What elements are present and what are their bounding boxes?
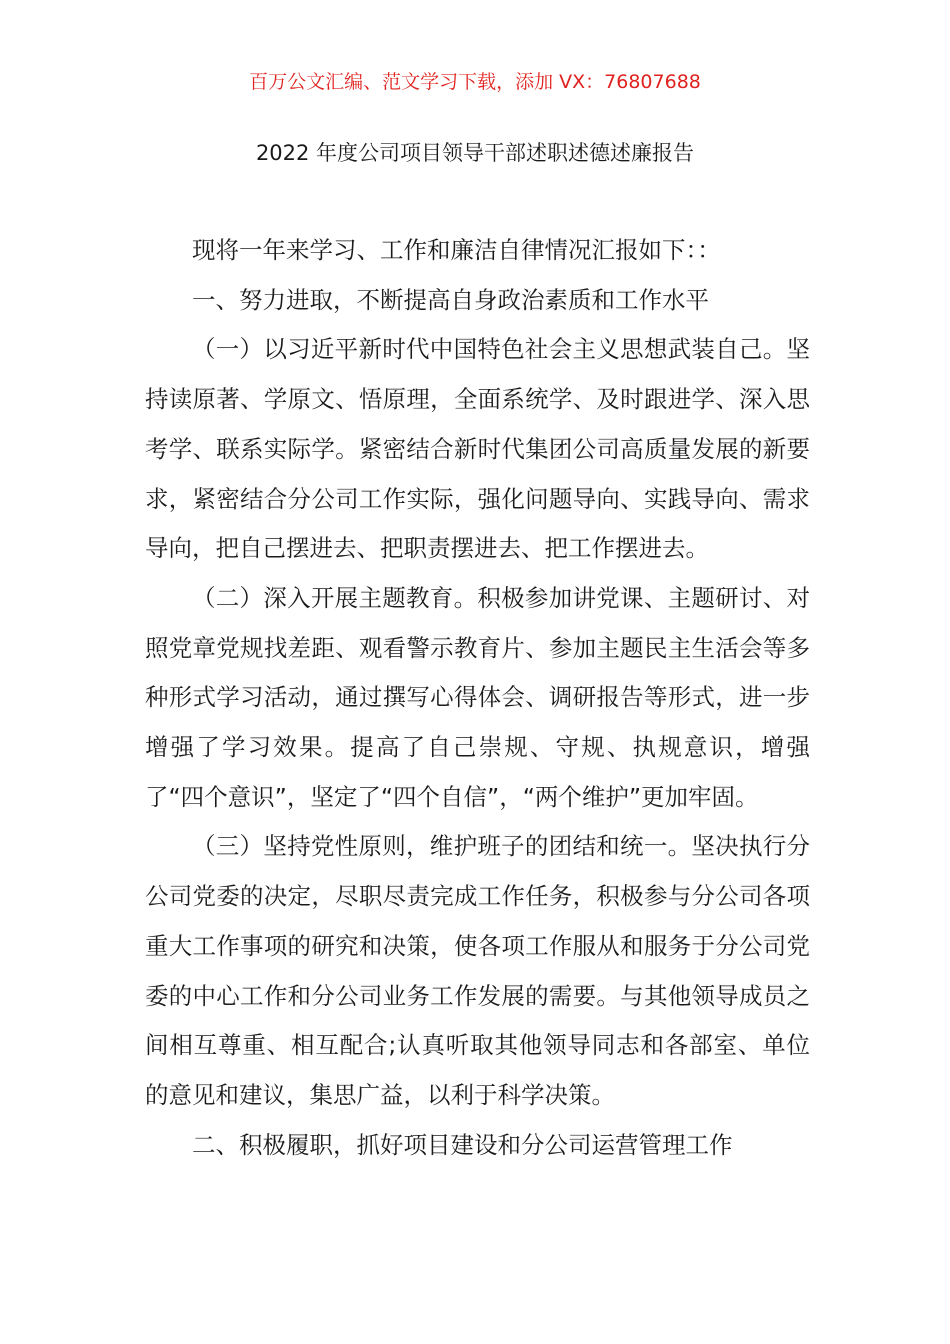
watermark-banner: 百万公文汇编、范文学习下载，添加 VX：76807688: [249, 71, 701, 93]
section-heading-1: 一、努力进取，不断提高自身政治素质和工作水平: [192, 285, 709, 314]
section-heading-2: 二、积极履职，抓好项目建设和分公司运营管理工作: [192, 1130, 733, 1159]
paragraph-1-2: （二）深入开展主题教育。积极参加讲党课、主题研讨、对照党章党规找差距、观看警示教育片、参加主题民主生活会等多种形式学习活动，通过撰写心得体会、调研报告等形式，进一步增强了学习效果。提高了自己崇规、守规、执规意识，增强了“四个意识”，坚定了“四个自信”，“两个维护”更加牢固。: [145, 583, 810, 811]
paragraph-1-1: （一）以习近平新时代中国特色社会主义思想武装自己。坚持读原著、学原文、悟原理，全面系统学、及时跟进学、深入思考学、联系实际学。紧密结合新时代集团公司高质量发展的新要求，紧密结合分公司工作实际，强化问题导向、实践导向、需求导向，把自己摆进去、把职责摆进去、把工作摆进去。: [145, 335, 810, 563]
document-title: 2022 年度公司项目领导干部述职述德述廉报告: [255, 141, 695, 165]
intro-paragraph: 现将一年来学习、工作和廉洁自律情况汇报如下：：: [192, 236, 721, 264]
document-body: [145, 226, 810, 1170]
paragraph-1-3: （三）坚持党性原则，维护班子的团结和统一。坚决执行分公司党委的决定，尽职尽责完成工作任务，积极参与分公司各项重大工作事项的研究和决策，使各项工作服从和服务于分公司党委的中心工作和分公司业务工作发展的需要。与其他领导成员之间相互尊重、相互配合;认真听取其他领导同志和各部室、单位的意见和建议，集思广益，以利于科学决策。: [145, 832, 810, 1109]
